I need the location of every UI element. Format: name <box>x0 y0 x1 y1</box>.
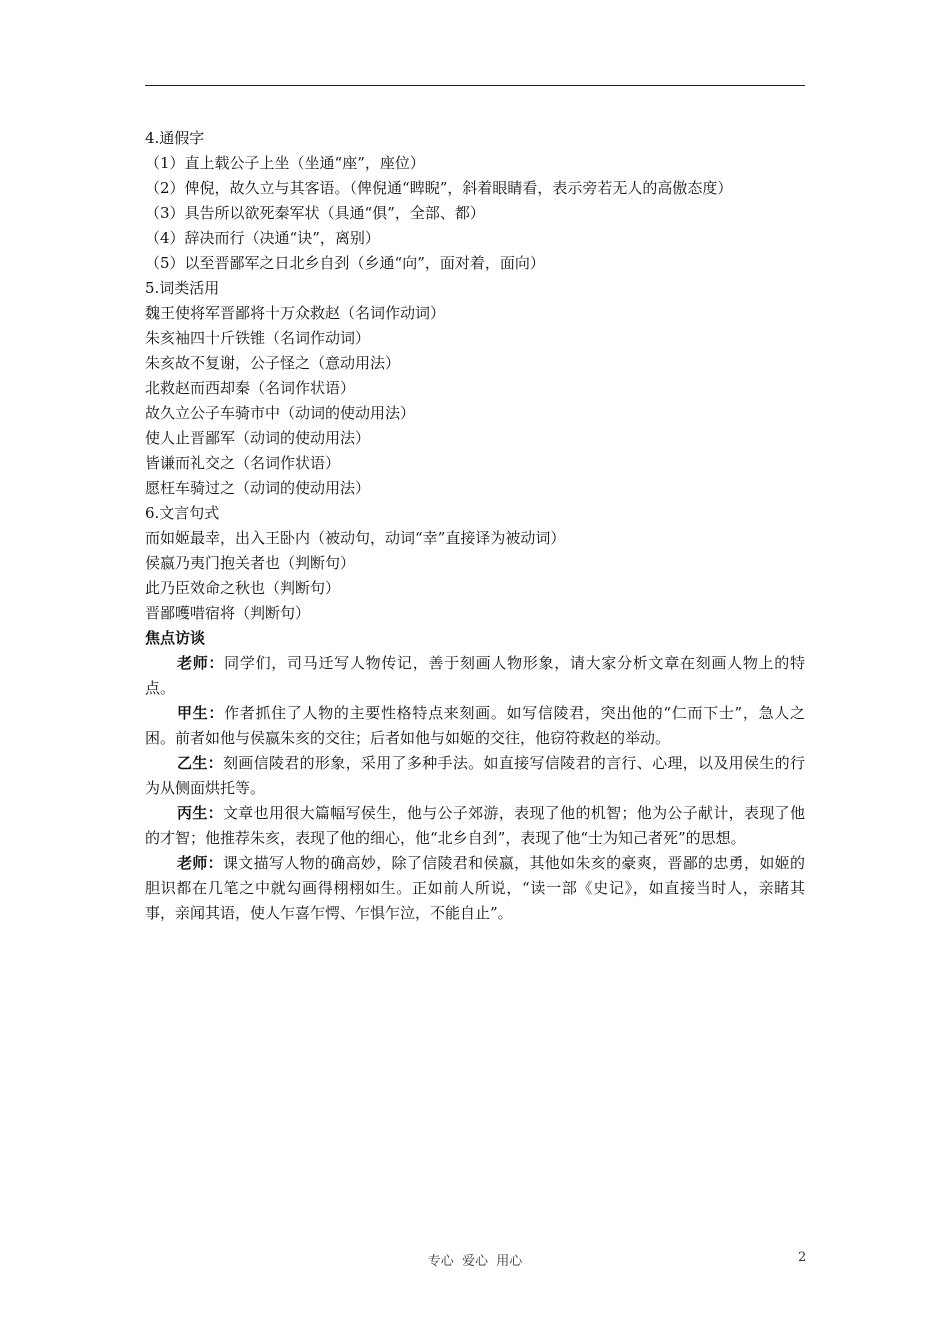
section-heading-interview: 焦点访谈 <box>145 629 206 647</box>
speaker-label: 丙生： <box>177 804 223 822</box>
list-item: 朱亥袖四十斤铁锥（名词作动词） <box>145 329 371 347</box>
list-item: 晋鄙嚄唶宿将（判断句） <box>145 604 311 622</box>
speaker-label: 乙生： <box>177 754 223 772</box>
page-content <box>145 126 805 926</box>
list-item: 北救赵而西却秦（名词作状语） <box>145 379 356 397</box>
list-item: 魏王使将军晋鄙将十万众救赵（名词作动词） <box>145 304 446 322</box>
footer-motto: 专心 爱心 用心 <box>427 1254 523 1269</box>
speaker-label: 老师： <box>177 654 225 672</box>
dialogue-text: 文章也用很大篇幅写侯生，他与公子郊游，表现了他的机智；他为公子献计，表现了他的才智；他推荐朱亥，表现了他的细心，他“北乡自刭”，表现了他“士为知己者死”的思想。 <box>145 804 805 847</box>
list-item: 侯嬴乃夷门抱关者也（判断句） <box>145 554 356 572</box>
section-heading-tongjiazi: 4.通假字 <box>145 129 205 147</box>
list-item: （2）俾倪，故久立与其客语。（俾倪通“睥睨”，斜着眼睛看，表示旁若无人的高傲态度） <box>145 179 733 197</box>
header-rule <box>145 85 805 86</box>
section-heading-wenyanjushi: 6.文言句式 <box>145 504 220 522</box>
list-item: 愿枉车骑过之（动词的使动用法） <box>145 479 371 497</box>
dialogue-paragraph <box>145 651 805 701</box>
dialogue-text: 课文描写人物的确高妙，除了信陵君和侯嬴，其他如朱亥的豪爽，晋鄙的忠勇，如姬的胆识都在几笔之中就勾画得栩栩如生。正如前人所说，“读一部《史记》，如直接当时人，亲睹其事，亲闻其语，使人乍喜乍愕、乍惧乍泣，不能自止”。 <box>145 854 805 922</box>
speaker-label: 老师： <box>177 854 223 872</box>
dialogue-text: 刻画信陵君的形象，采用了多种手法。如直接写信陵君的言行、心理，以及用侯生的行为从侧面烘托等。 <box>145 754 805 797</box>
dialogue-text: 作者抓住了人物的主要性格特点来刻画。如写信陵君，突出他的“仁而下士”，急人之困。前者如他与侯嬴朱亥的交往；后者如他与如姬的交往，他窃符救赵的举动。 <box>145 704 805 747</box>
section-heading-cileihuoyong: 5.词类活用 <box>145 279 220 297</box>
list-item: 朱亥故不复谢，公子怪之（意动用法） <box>145 354 401 372</box>
list-item: 而如姬最幸，出入王卧内（被动句，动词“幸”直接译为被动词） <box>145 529 566 547</box>
list-item: （4）辞决而行（决通“诀”，离别） <box>145 229 380 247</box>
list-item: （5）以至晋鄙军之日北乡自刭（乡通“向”，面对着，面向） <box>145 254 545 272</box>
list-item: 此乃臣效命之秋也（判断句） <box>145 579 341 597</box>
speaker-label: 甲生： <box>177 704 225 722</box>
dialogue-paragraph <box>145 851 805 926</box>
page-number: 2 <box>798 1250 807 1265</box>
list-item: （3）具告所以欲死秦军状（具通“俱”，全部、都） <box>145 204 485 222</box>
dialogue-paragraph <box>145 751 805 801</box>
dialogue-paragraph <box>145 801 805 851</box>
dialogue-paragraph <box>145 701 805 751</box>
list-item: 故久立公子车骑市中（动词的使动用法） <box>145 404 416 422</box>
dialogue-text: 同学们，司马迁写人物传记，善于刻画人物形象，请大家分析文章在刻画人物上的特点。 <box>145 654 805 697</box>
list-item: 皆谦而礼交之（名词作状语） <box>145 454 341 472</box>
list-item: 使人止晋鄙军（动词的使动用法） <box>145 429 371 447</box>
list-item: （1）直上载公子上坐（坐通“座”，座位） <box>145 154 425 172</box>
